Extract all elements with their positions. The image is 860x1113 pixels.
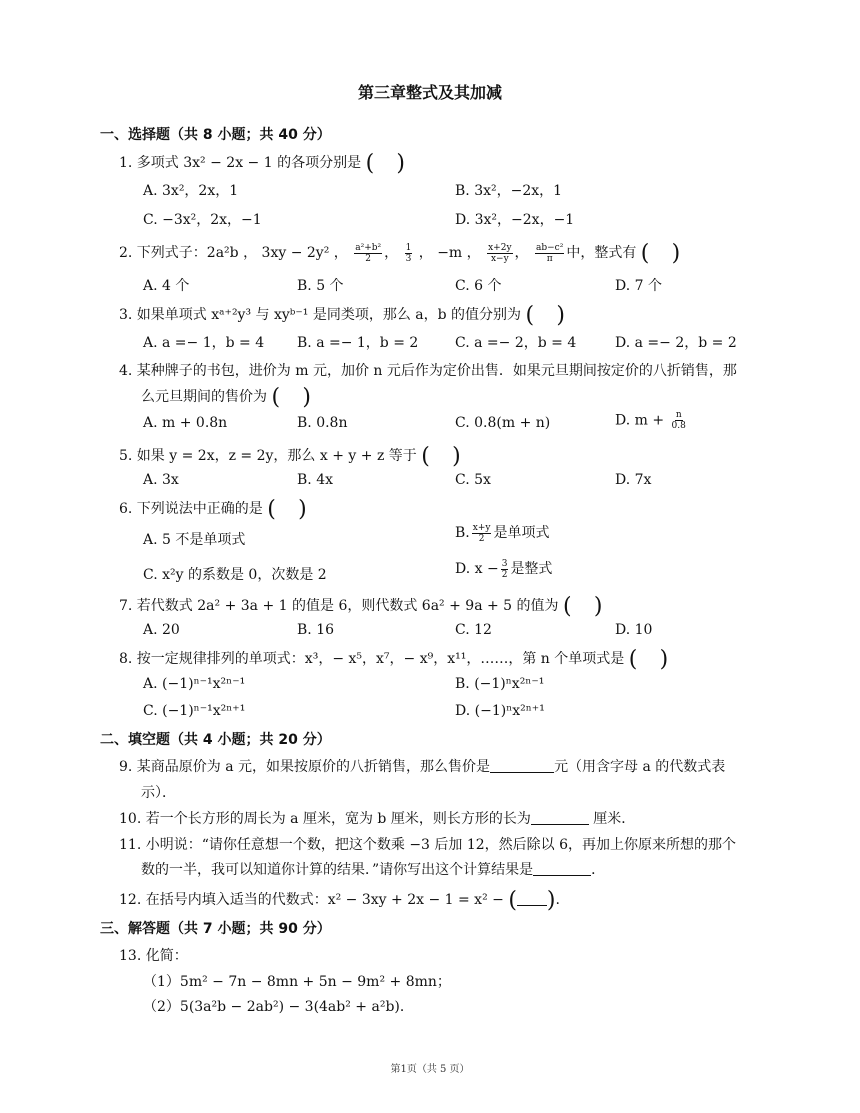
question-5: 5. 如果 y = 2x，z = 2y，那么 x + y + z 等于 ( ) (119, 444, 461, 469)
q8-option-a: A. (−1)ⁿ⁻¹x²ⁿ⁻¹ (143, 676, 246, 692)
q4-option-d: D. m + $\frac{n}{0.8}$ (615, 410, 686, 431)
q8-option-b: B. (−1)ⁿx²ⁿ⁻¹ (455, 676, 545, 692)
q1-option-d: D. 3x²，−2x，−1 (455, 212, 575, 228)
q2-option-c: C. 6 个 (455, 278, 502, 294)
question-13: 13. 化简： (119, 948, 188, 964)
q7-option-b: B. 16 (297, 622, 335, 638)
fraction: $\frac{x+y}{2}$ (472, 522, 491, 544)
section-heading-solve: 三、解答题（共 7 小题；共 90 分） (100, 921, 331, 937)
answer-blank[interactable] (490, 758, 554, 773)
q3-option-d: D. a =− 2，b = 2 (615, 335, 737, 351)
q6-option-d: D. x − $\frac{3}{2}$ 是整式 (455, 558, 553, 580)
q3-option-b: B. a =− 1，b = 2 (297, 335, 419, 351)
q6-option-a: A. 5 不是单项式 (143, 532, 246, 548)
q7-option-a: A. 20 (143, 622, 180, 638)
q7-option-c: C. 12 (455, 622, 492, 638)
q1-option-a: A. 3x²，2x，1 (143, 183, 239, 199)
q4-option-b: B. 0.8n (297, 415, 348, 431)
question-8: 8. 按一定规律排列的单项式：x³，− x⁵，x⁷，− x⁹，x¹¹，……，第 n 个单项式是 ( ) (119, 647, 669, 672)
fraction: $\frac{\text{ab−c²}}{\pi}$ (536, 242, 564, 264)
question-11-line-2: 数的一半，我可以知道你计算的结果．”请你写出这个计算结果是 ． (141, 862, 606, 878)
q6-option-b: B. $\frac{x+y}{2}$ 是单项式 (455, 522, 550, 544)
question-9: 9. 某商品原价为 a 元，如果按原价的八折销售，那么售价是 元（用含字母 a 的代数式表 (119, 759, 726, 775)
q5-option-d: D. 7x (615, 472, 652, 488)
question-10: 10. 若一个长方形的周长为 a 厘米，宽为 b 厘米，则长方形的长为 厘米． (119, 811, 636, 827)
question-1-stem: 1. 多项式 3x² − 2x − 1 的各项分别是 (119, 155, 362, 171)
page-footer: 第1页（共 5 页） (390, 1064, 470, 1075)
page-title: 第三章整式及其加减 (357, 83, 502, 102)
question-1: 1. 多项式 3x² − 2x − 1 的各项分别是 ( ) (119, 151, 406, 176)
section-heading-fill: 二、填空题（共 4 小题；共 20 分） (100, 732, 331, 748)
section-heading-choice: 一、选择题（共 8 小题；共 40 分） (100, 127, 331, 143)
q5-option-c: C. 5x (455, 472, 491, 488)
question-12: 12. 在括号内填入适当的代数式：x² − 3xy + 2x − 1 = x² − ( ). (119, 888, 560, 913)
question-7: 7. 若代数式 2a² + 3a + 1 的值是 6，则代数式 6a² + 9a + 5 的值为 ( ) (119, 594, 603, 619)
q8-option-c: C. (−1)ⁿ⁻¹x²ⁿ⁺¹ (143, 703, 246, 719)
q2-option-d: D. 7 个 (615, 278, 662, 294)
q7-option-d: D. 10 (615, 622, 653, 638)
answer-blank[interactable] (517, 891, 547, 906)
question-9-line-2: 示）． (141, 785, 176, 801)
q5-option-a: A. 3x (143, 472, 179, 488)
question-13-part-1: （1）5m² − 7n − 8mn + 5n − 9m² + 8mn； (143, 974, 451, 990)
answer-blank[interactable] (531, 810, 589, 825)
fraction: $\frac{n}{0.8}$ (671, 410, 686, 431)
q3-option-c: C. a =− 2，b = 4 (455, 335, 577, 351)
fraction: $\frac{1}{3}$ (405, 242, 412, 264)
q4-option-c: C. 0.8(m + n) (455, 415, 551, 431)
fraction: $\frac{\text{a²+b²}}{2}$ (355, 242, 382, 264)
question-13-part-2: （2）5(3a²b − 2ab²) − 3(4ab² + a²b)． (143, 999, 414, 1015)
q8-option-d: D. (−1)ⁿx²ⁿ⁺¹ (455, 703, 545, 719)
fraction: $\frac{3}{2}$ (501, 558, 508, 580)
q3-option-a: A. a =− 1，b = 4 (143, 335, 265, 351)
question-11: 11. 小明说：“请你任意想一个数，把这个数乘 −3 后加 12，然后除以 6，再加上你原来所想的那个 (119, 837, 737, 853)
q1-option-b: B. 3x²，−2x，1 (455, 183, 563, 199)
q1-option-c: C. −3x²，2x，−1 (143, 212, 262, 228)
question-6: 6. 下列说法中正确的是 ( ) (119, 497, 307, 522)
question-4: 4. 某种牌子的书包，进价为 m 元，加价 n 元后作为定价出售．如果元旦期间按定价的八折销售，那 (119, 363, 737, 379)
q6-option-c: C. x²y 的系数是 0，次数是 2 (143, 567, 327, 583)
q5-option-b: B. 4x (297, 472, 333, 488)
question-4-line-2: 么元旦期间的售价为 ( ) (141, 385, 311, 410)
answer-blank[interactable] (533, 861, 591, 876)
q4-option-a: A. m + 0.8n (143, 415, 228, 431)
question-2: 2. 下列式子：2a²b ， 3xy − 2y² ， $\frac{\text{a²+b²}}{2}$ ， $\frac{1}{3}$ ， −m ， $\frac{x+2y}{x-y}$ ， $\frac{\text{ab−c²}}{\pi}$ 中，整式有 ( ) (119, 241, 681, 266)
q2-option-a: A. 4 个 (143, 278, 190, 294)
q2-option-b: B. 5 个 (297, 278, 344, 294)
question-3: 3. 如果单项式 xᵃ⁺²y³ 与 xyᵇ⁻¹ 是同类项，那么 a，b 的值分别为 ( ) (119, 303, 565, 328)
fraction: $\frac{x+2y}{x-y}$ (488, 242, 512, 264)
